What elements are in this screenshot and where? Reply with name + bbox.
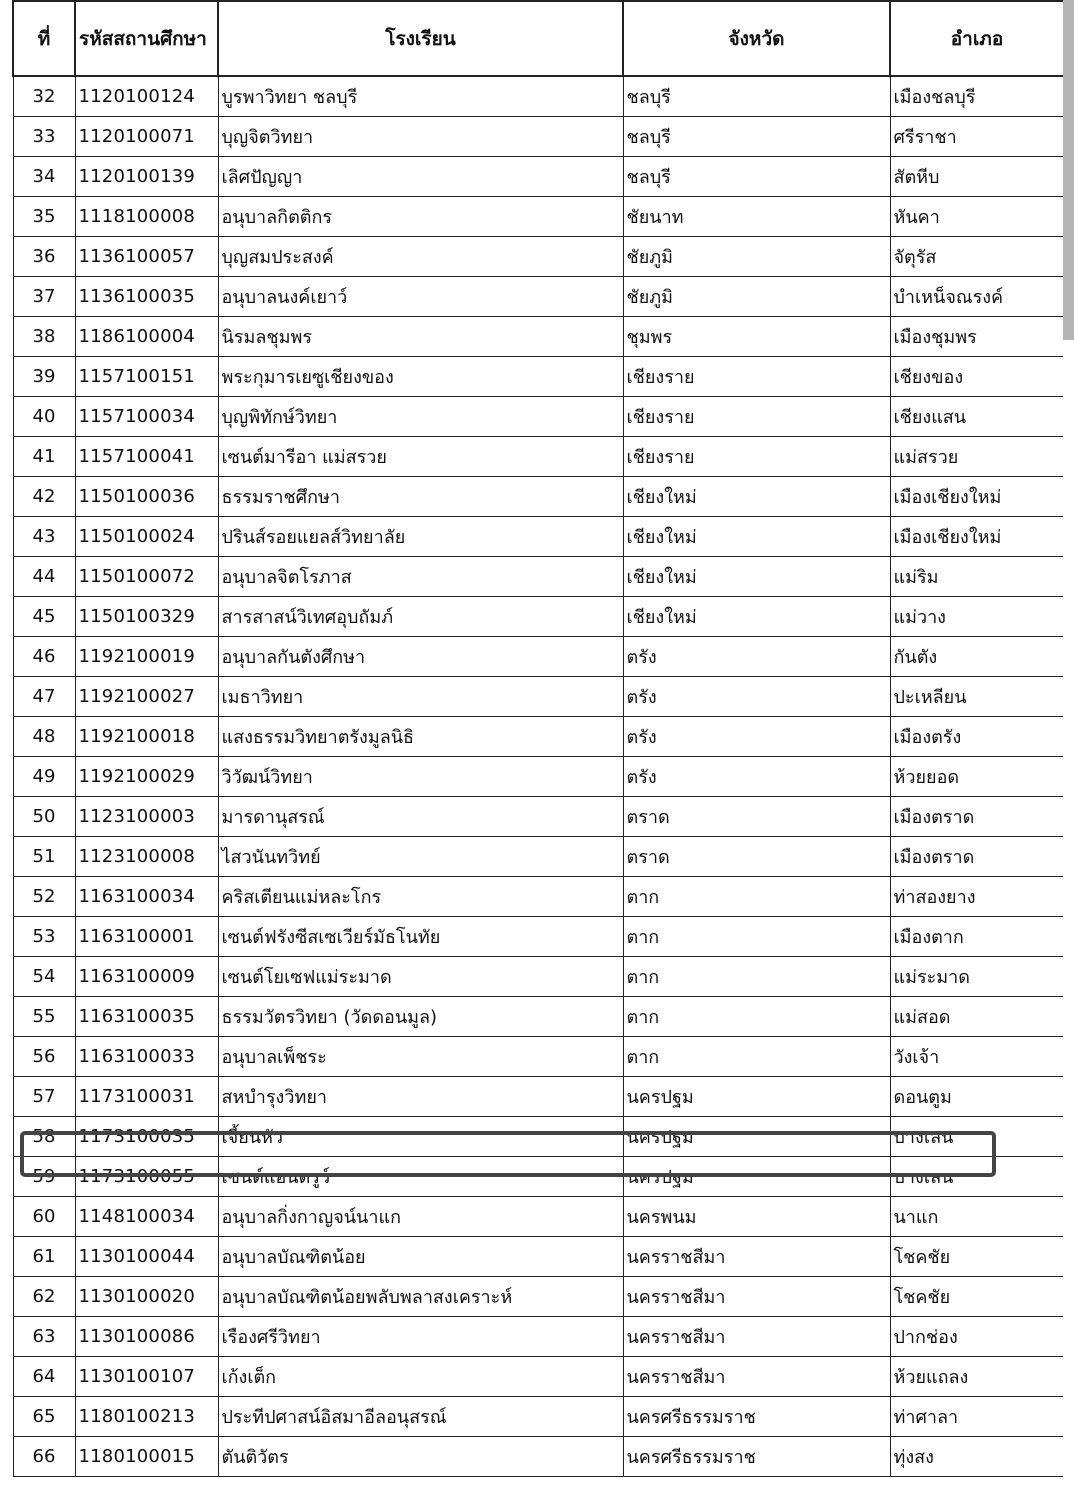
cell-school: มารดานุสรณ์	[218, 797, 623, 837]
table-row	[13, 517, 1063, 557]
cell-province: ตรัง	[623, 717, 890, 757]
cell-code: 1118100008	[75, 197, 218, 237]
cell-province: นครปฐม	[623, 1077, 890, 1117]
cell-no: 61	[13, 1237, 75, 1277]
cell-school: อนุบาลกิ่งกาญจน์นาแก	[218, 1197, 623, 1237]
cell-school: แสงธรรมวิทยาตรังมูลนิธิ	[218, 717, 623, 757]
cell-no: 38	[13, 317, 75, 357]
table-row	[13, 1237, 1063, 1277]
cell-school: นิรมลชุมพร	[218, 317, 623, 357]
cell-district: ท่าศาลา	[890, 1397, 1063, 1437]
cell-province: ตรัง	[623, 677, 890, 717]
cell-no: 33	[13, 117, 75, 157]
cell-district: โชคชัย	[890, 1277, 1063, 1317]
cell-province: ชุมพร	[623, 317, 890, 357]
cell-province: ชลบุรี	[623, 76, 890, 117]
cell-no: 53	[13, 917, 75, 957]
cell-no: 62	[13, 1277, 75, 1317]
cell-district: ห้วยแถลง	[890, 1357, 1063, 1397]
cell-no: 41	[13, 437, 75, 477]
cell-school: บุญจิตวิทยา	[218, 117, 623, 157]
cell-province: ตราด	[623, 797, 890, 837]
cell-district: ปะเหลียน	[890, 677, 1063, 717]
table-row	[13, 1157, 1063, 1197]
cell-district: ทุ่งสง	[890, 1437, 1063, 1477]
cell-district: เชียงของ	[890, 357, 1063, 397]
cell-province: ตาก	[623, 957, 890, 997]
cell-district: แม่สอด	[890, 997, 1063, 1037]
cell-school: วิวัฒน์วิทยา	[218, 757, 623, 797]
cell-no: 52	[13, 877, 75, 917]
header-province: จังหวัด	[623, 1, 890, 76]
cell-district: ห้วยยอด	[890, 757, 1063, 797]
cell-province: เชียงใหม่	[623, 597, 890, 637]
cell-school: พระกุมารเยซูเชียงของ	[218, 357, 623, 397]
table-row	[13, 957, 1063, 997]
cell-school: อนุบาลจิตโรภาส	[218, 557, 623, 597]
cell-province: ชัยนาท	[623, 197, 890, 237]
cell-province: นครศรีธรรมราช	[623, 1397, 890, 1437]
cell-school: ตันติวัตร	[218, 1437, 623, 1477]
cell-no: 36	[13, 237, 75, 277]
cell-no: 63	[13, 1317, 75, 1357]
cell-province: เชียงราย	[623, 357, 890, 397]
cell-code: 1192100027	[75, 677, 218, 717]
cell-no: 44	[13, 557, 75, 597]
table-row	[13, 197, 1063, 237]
cell-no: 34	[13, 157, 75, 197]
cell-code: 1150100072	[75, 557, 218, 597]
cell-district: เมืองเชียงใหม่	[890, 477, 1063, 517]
cell-province: นครปฐม	[623, 1157, 890, 1197]
cell-school: เมธาวิทยา	[218, 677, 623, 717]
table-row	[13, 157, 1063, 197]
cell-district: เมืองชุมพร	[890, 317, 1063, 357]
cell-no: 49	[13, 757, 75, 797]
cell-district: ดอนตูม	[890, 1077, 1063, 1117]
table-row	[13, 1197, 1063, 1237]
cell-school: อนุบาลกันตังศึกษา	[218, 637, 623, 677]
table-row	[13, 1077, 1063, 1117]
cell-code: 1120100124	[75, 76, 218, 117]
cell-code: 1136100057	[75, 237, 218, 277]
cell-district: สัตหีบ	[890, 157, 1063, 197]
cell-no: 57	[13, 1077, 75, 1117]
cell-school: เลิศปัญญา	[218, 157, 623, 197]
header-district: อำเภอ	[890, 1, 1063, 76]
cell-province: นครศรีธรรมราช	[623, 1437, 890, 1477]
table-row	[13, 717, 1063, 757]
cell-school: อนุบาลนงค์เยาว์	[218, 277, 623, 317]
cell-district: เมืองตราด	[890, 837, 1063, 877]
cell-district: แม่ริม	[890, 557, 1063, 597]
cell-code: 1157100041	[75, 437, 218, 477]
table-row	[13, 597, 1063, 637]
cell-school: ไสวนันทวิทย์	[218, 837, 623, 877]
table-row	[13, 677, 1063, 717]
cell-district: บำเหน็จณรงค์	[890, 277, 1063, 317]
school-table	[12, 0, 1063, 1477]
table-row	[13, 1397, 1063, 1437]
cell-province: ตรัง	[623, 637, 890, 677]
cell-school: อนุบาลกิตติกร	[218, 197, 623, 237]
cell-code: 1148100034	[75, 1197, 218, 1237]
cell-code: 1136100035	[75, 277, 218, 317]
cell-no: 48	[13, 717, 75, 757]
cell-province: นครราชสีมา	[623, 1277, 890, 1317]
cell-no: 56	[13, 1037, 75, 1077]
cell-province: ตาก	[623, 877, 890, 917]
cell-school: ธรรมราชศึกษา	[218, 477, 623, 517]
cell-code: 1180100015	[75, 1437, 218, 1477]
cell-province: เชียงราย	[623, 397, 890, 437]
cell-code: 1130100086	[75, 1317, 218, 1357]
cell-school: เจี้ยนหัว	[218, 1117, 623, 1157]
table-row	[13, 757, 1063, 797]
cell-no: 40	[13, 397, 75, 437]
cell-province: นครพนม	[623, 1197, 890, 1237]
cell-province: เชียงใหม่	[623, 477, 890, 517]
cell-code: 1123100008	[75, 837, 218, 877]
cell-district: เชียงแสน	[890, 397, 1063, 437]
cell-school: เซนต์แอนดรูว์	[218, 1157, 623, 1197]
cell-no: 66	[13, 1437, 75, 1477]
cell-code: 1173100035	[75, 1117, 218, 1157]
cell-code: 1120100071	[75, 117, 218, 157]
table-row	[13, 1277, 1063, 1317]
cell-school: เรืองศรีวิทยา	[218, 1317, 623, 1357]
cell-school: ปรินส์รอยแยลส์วิทยาลัย	[218, 517, 623, 557]
cell-province: เชียงใหม่	[623, 557, 890, 597]
cell-school: เก้งเต็ก	[218, 1357, 623, 1397]
cell-province: นครราชสีมา	[623, 1317, 890, 1357]
cell-district: หันคา	[890, 197, 1063, 237]
table-row	[13, 637, 1063, 677]
table-row	[13, 277, 1063, 317]
header-row	[13, 1, 1063, 76]
vertical-scrollbar[interactable]	[1063, 0, 1074, 340]
cell-district: กันตัง	[890, 637, 1063, 677]
cell-code: 1130100020	[75, 1277, 218, 1317]
school-list-sheet	[12, 0, 1062, 1477]
cell-district: เมืองตราด	[890, 797, 1063, 837]
table-row	[13, 437, 1063, 477]
cell-province: ตาก	[623, 1037, 890, 1077]
cell-school: บุญสมประสงค์	[218, 237, 623, 277]
cell-code: 1180100213	[75, 1397, 218, 1437]
cell-district: ศรีราชา	[890, 117, 1063, 157]
cell-district: เมืองชลบุรี	[890, 76, 1063, 117]
cell-school: อนุบาลบัณฑิตน้อย	[218, 1237, 623, 1277]
cell-code: 1163100033	[75, 1037, 218, 1077]
cell-province: ชลบุรี	[623, 157, 890, 197]
table-row	[13, 1357, 1063, 1397]
cell-province: ตราด	[623, 837, 890, 877]
table-row	[13, 917, 1063, 957]
cell-code: 1186100004	[75, 317, 218, 357]
cell-no: 43	[13, 517, 75, 557]
cell-no: 65	[13, 1397, 75, 1437]
header-no: ที่	[13, 1, 75, 76]
cell-no: 45	[13, 597, 75, 637]
cell-school: ประทีปศาสน์อิสมาอีลอนุสรณ์	[218, 1397, 623, 1437]
cell-school: เซนต์มารีอา แม่สรวย	[218, 437, 623, 477]
cell-code: 1173100031	[75, 1077, 218, 1117]
cell-province: นครปฐม	[623, 1117, 890, 1157]
cell-no: 59	[13, 1157, 75, 1197]
cell-school: คริสเตียนแม่หละโกร	[218, 877, 623, 917]
table-row	[13, 317, 1063, 357]
table-row	[13, 557, 1063, 597]
cell-province: ตาก	[623, 917, 890, 957]
cell-code: 1130100044	[75, 1237, 218, 1277]
cell-no: 60	[13, 1197, 75, 1237]
table-row	[13, 837, 1063, 877]
cell-code: 1163100035	[75, 997, 218, 1037]
table-row	[13, 76, 1063, 117]
table-row	[13, 477, 1063, 517]
cell-school: บุญพิทักษ์วิทยา	[218, 397, 623, 437]
cell-district: แม่ระมาด	[890, 957, 1063, 997]
table-row	[13, 1437, 1063, 1477]
cell-school: บูรพาวิทยา ชลบุรี	[218, 76, 623, 117]
cell-code: 1123100003	[75, 797, 218, 837]
cell-district: เมืองตาก	[890, 917, 1063, 957]
cell-no: 39	[13, 357, 75, 397]
cell-district: ท่าสองยาง	[890, 877, 1063, 917]
table-row	[13, 237, 1063, 277]
cell-code: 1157100151	[75, 357, 218, 397]
cell-district: โชคชัย	[890, 1237, 1063, 1277]
cell-province: ชัยภูมิ	[623, 237, 890, 277]
cell-school: เซนต์ฟรังซีสเซเวียร์มัธโนทัย	[218, 917, 623, 957]
cell-no: 47	[13, 677, 75, 717]
cell-no: 46	[13, 637, 75, 677]
table-row	[13, 117, 1063, 157]
cell-code: 1163100034	[75, 877, 218, 917]
cell-school: สหบำรุงวิทยา	[218, 1077, 623, 1117]
table-row	[13, 877, 1063, 917]
cell-district: แม่วาง	[890, 597, 1063, 637]
cell-no: 54	[13, 957, 75, 997]
table-row	[13, 1317, 1063, 1357]
cell-province: นครราชสีมา	[623, 1237, 890, 1277]
table-row	[13, 1117, 1063, 1157]
cell-no: 37	[13, 277, 75, 317]
cell-district: แม่สรวย	[890, 437, 1063, 477]
header-code: รหัสสถานศึกษา	[75, 1, 218, 76]
header-school: โรงเรียน	[218, 1, 623, 76]
cell-province: ชัยภูมิ	[623, 277, 890, 317]
cell-province: ตาก	[623, 997, 890, 1037]
cell-school: อนุบาลบัณฑิตน้อยพลับพลาสงเคราะห์	[218, 1277, 623, 1317]
cell-school: อนุบาลเพ็ชระ	[218, 1037, 623, 1077]
table-row	[13, 357, 1063, 397]
table-row	[13, 797, 1063, 837]
cell-code: 1192100019	[75, 637, 218, 677]
cell-no: 42	[13, 477, 75, 517]
cell-code: 1192100018	[75, 717, 218, 757]
cell-code: 1150100024	[75, 517, 218, 557]
cell-district: วังเจ้า	[890, 1037, 1063, 1077]
cell-school: ธรรมวัตรวิทยา (วัดดอนมูล)	[218, 997, 623, 1037]
cell-district: บางเลน	[890, 1157, 1063, 1197]
cell-district: เมืองตรัง	[890, 717, 1063, 757]
cell-school: เซนต์โยเซฟแม่ระมาด	[218, 957, 623, 997]
cell-code: 1157100034	[75, 397, 218, 437]
cell-province: ชลบุรี	[623, 117, 890, 157]
cell-no: 51	[13, 837, 75, 877]
cell-province: นครราชสีมา	[623, 1357, 890, 1397]
cell-code: 1130100107	[75, 1357, 218, 1397]
cell-code: 1150100329	[75, 597, 218, 637]
cell-no: 32	[13, 76, 75, 117]
cell-code: 1163100001	[75, 917, 218, 957]
table-row	[13, 397, 1063, 437]
cell-no: 58	[13, 1117, 75, 1157]
cell-school: สารสาสน์วิเทศอุบถัมภ์	[218, 597, 623, 637]
cell-province: เชียงใหม่	[623, 517, 890, 557]
table-row	[13, 997, 1063, 1037]
cell-no: 55	[13, 997, 75, 1037]
cell-code: 1150100036	[75, 477, 218, 517]
cell-code: 1120100139	[75, 157, 218, 197]
cell-district: จัตุรัส	[890, 237, 1063, 277]
table-body	[13, 76, 1063, 1477]
cell-province: ตรัง	[623, 757, 890, 797]
cell-district: นาแก	[890, 1197, 1063, 1237]
cell-district: เมืองเชียงใหม่	[890, 517, 1063, 557]
cell-code: 1192100029	[75, 757, 218, 797]
cell-no: 50	[13, 797, 75, 837]
cell-district: ปากช่อง	[890, 1317, 1063, 1357]
cell-province: เชียงราย	[623, 437, 890, 477]
cell-no: 64	[13, 1357, 75, 1397]
cell-code: 1173100055	[75, 1157, 218, 1197]
cell-no: 35	[13, 197, 75, 237]
cell-district: บางเลน	[890, 1117, 1063, 1157]
cell-code: 1163100009	[75, 957, 218, 997]
table-row	[13, 1037, 1063, 1077]
